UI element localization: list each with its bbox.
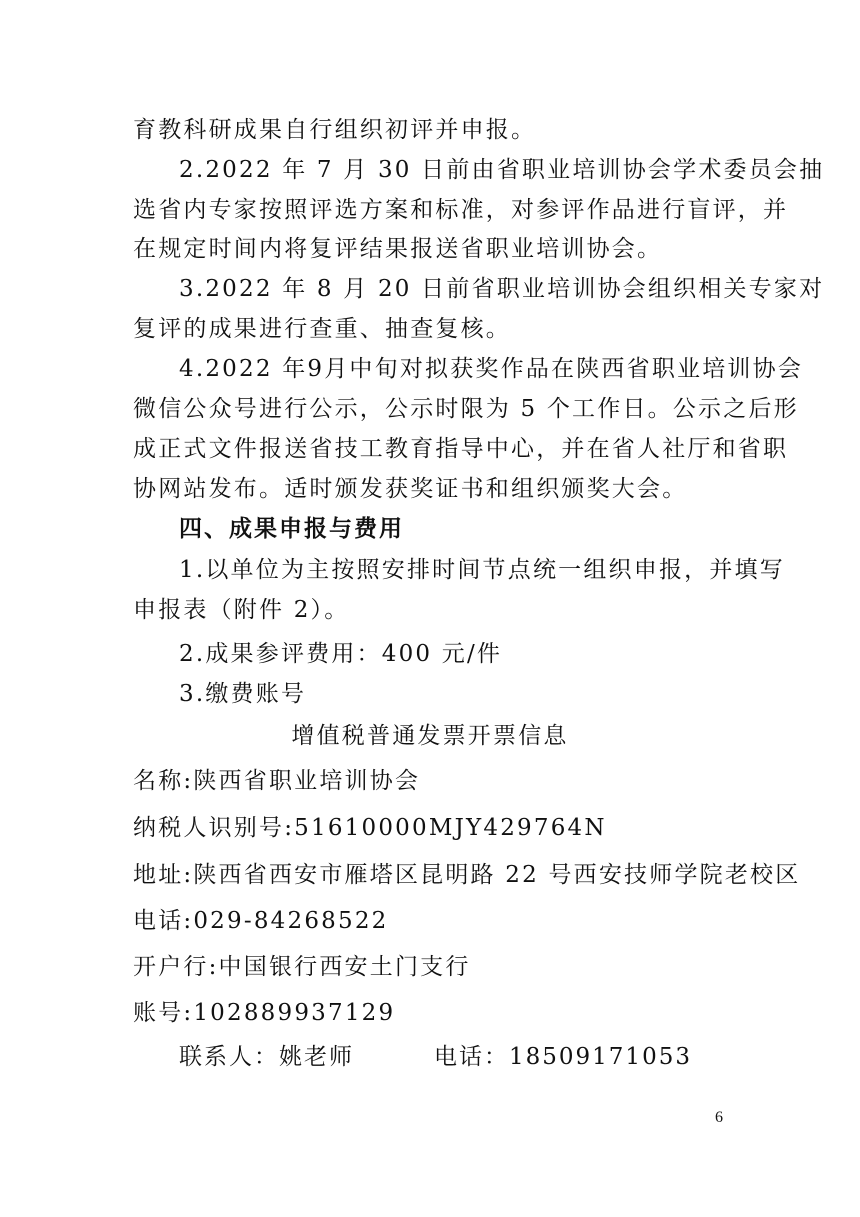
list-item-2-line: 2.2022 年 7 月 30 日前由省职业培训协会学术委员会抽 <box>179 157 825 183</box>
invoice-name-line: 名称:陕西省职业培训协会 <box>133 768 421 794</box>
section-heading: 四、成果申报与费用 <box>179 516 404 542</box>
invoice-address-line: 地址:陕西省西安市雁塔区昆明路 22 号西安技师学院老校区 <box>133 862 801 888</box>
list-item-3-line: 3.2022 年 8 月 20 日前省职业培训协会组织相关专家对 <box>179 276 825 302</box>
list-item-3-line: 复评的成果进行查重、抽查复核。 <box>133 316 511 342</box>
fee-line: 2.成果参评费用：400 元/件 <box>179 641 503 667</box>
contact-person: 联系人：姚老师 <box>179 1044 354 1070</box>
list-item-1-line: 申报表（附件 2）。 <box>133 597 350 623</box>
invoice-tax-id-line: 纳税人识别号:51610000MJY429764N <box>133 815 607 841</box>
contact-line <box>179 1042 692 1072</box>
list-item-2-line: 在规定时间内将复评结果报送省职业培训协会。 <box>133 236 663 262</box>
invoice-info-title: 增值税普通发票开票信息 <box>291 723 569 749</box>
page-number: 6 <box>715 1109 723 1126</box>
list-item-2-line: 选省内专家按照评选方案和标准，对参评作品进行盲评，并 <box>133 197 789 223</box>
invoice-bank-line: 开户行:中国银行西安土门支行 <box>133 954 471 980</box>
list-item-4-line: 协网站发布。适时颁发获奖证书和组织颁奖大会。 <box>133 476 688 502</box>
invoice-account-line: 账号:102889937129 <box>133 1000 396 1026</box>
paragraph-line: 育教科研成果自行组织初评并申报。 <box>133 117 537 143</box>
invoice-phone-line: 电话:029-84268522 <box>133 908 389 934</box>
list-item-4-line: 微信公众号进行公示，公示时限为 5 个工作日。公示之后形 <box>133 396 799 422</box>
list-item-1-line: 1.以单位为主按照安排时间节点统一组织申报，并填写 <box>179 557 785 583</box>
contact-phone: 电话：18509171053 <box>434 1044 692 1070</box>
list-item-4-line: 成正式文件报送省技工教育指导中心，并在省人社厅和省职 <box>133 436 789 462</box>
account-label-line: 3.缴费账号 <box>179 681 307 707</box>
list-item-4-line: 4.2022 年9月中旬对拟获奖作品在陕西省职业培训协会 <box>179 356 804 382</box>
